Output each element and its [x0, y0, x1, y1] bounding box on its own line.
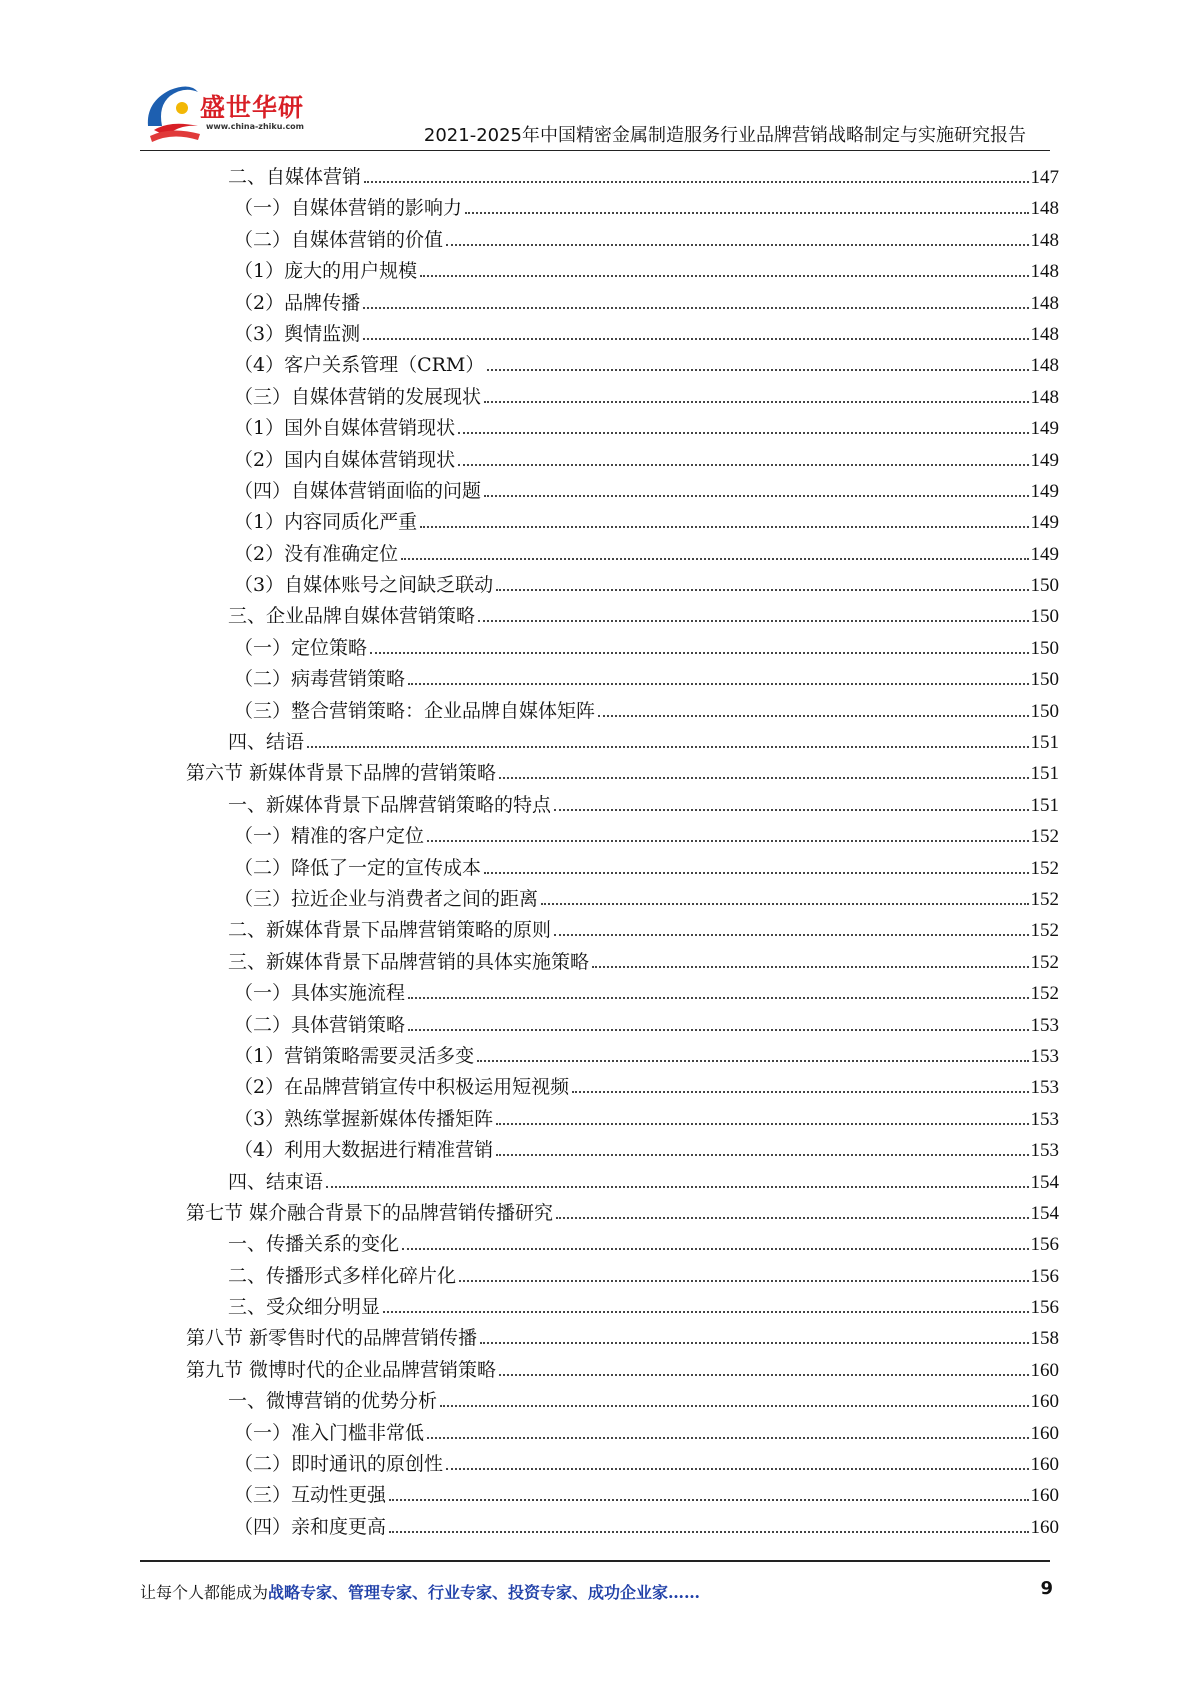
- toc-leader-dots: [446, 1468, 1028, 1470]
- toc-entry[interactable]: [186, 758, 1059, 789]
- toc-entry[interactable]: [186, 1167, 1059, 1198]
- toc-entry[interactable]: [186, 727, 1059, 758]
- toc-entry-label: （2）在品牌营销宣传中积极运用短视频: [234, 1076, 570, 1099]
- toc-entry-label: 三、企业品牌自媒体营销策略: [228, 605, 476, 628]
- toc-leader-dots: [427, 1437, 1028, 1439]
- toc-leader-dots: [477, 1060, 1028, 1062]
- toc-entry-label: （3）熟练掌握新媒体传播矩阵: [234, 1107, 494, 1130]
- toc-leader-dots: [480, 1342, 1028, 1344]
- toc-entry-label: （四）亲和度更高: [234, 1515, 387, 1538]
- toc-entry-label: 二、新媒体背景下品牌营销策略的原则: [228, 919, 552, 942]
- toc-leader-dots: [326, 1186, 1028, 1188]
- toc-entry-page: 148: [1030, 386, 1059, 408]
- toc-leader-dots: [383, 1311, 1028, 1313]
- toc-leader-dots: [307, 746, 1028, 748]
- toc-entry[interactable]: [186, 1386, 1059, 1417]
- toc-entry-page: 150: [1030, 575, 1059, 597]
- toc-entry-label: 三、受众细分明显: [228, 1296, 381, 1319]
- toc-entry[interactable]: [186, 696, 1059, 727]
- toc-entry[interactable]: [186, 382, 1059, 413]
- toc-entry-page: 147: [1030, 167, 1059, 188]
- toc-entry[interactable]: [186, 1261, 1059, 1292]
- toc-entry[interactable]: [186, 664, 1059, 695]
- brand-logo: [140, 78, 330, 148]
- toc-entry[interactable]: [186, 1355, 1059, 1386]
- toc-entry-page: 151: [1030, 794, 1059, 816]
- brand-name: 盛世华研: [200, 93, 305, 122]
- toc-entry-page: 150: [1030, 700, 1059, 722]
- toc-entry[interactable]: [186, 288, 1059, 319]
- toc-entry[interactable]: [186, 350, 1059, 381]
- toc-entry-page: 153: [1030, 1077, 1059, 1099]
- toc-entry-page: 154: [1030, 1171, 1059, 1193]
- toc-leader-dots: [465, 212, 1028, 214]
- toc-leader-dots: [556, 1217, 1028, 1219]
- toc-entry-page: 154: [1030, 1202, 1059, 1224]
- footer-divider: [140, 1560, 1050, 1562]
- toc-entry-label: （3）自媒体账号之间缺乏联动: [234, 574, 494, 597]
- toc-entry[interactable]: [186, 319, 1059, 350]
- footer-slogan-prefix: 让每个人都能成为: [140, 1583, 269, 1602]
- toc-entry-label: （1）内容同质化严重: [234, 511, 418, 534]
- toc-entry[interactable]: [186, 853, 1059, 884]
- toc-entry-label: 三、新媒体背景下品牌营销的具体实施策略: [228, 950, 590, 973]
- logo-emblem-icon: [140, 82, 202, 144]
- toc-leader-dots: [408, 683, 1028, 685]
- toc-entry-page: 156: [1030, 1297, 1059, 1319]
- toc-entry-page: 148: [1030, 292, 1059, 314]
- toc-entry-page: 153: [1030, 1045, 1059, 1067]
- toc-leader-dots: [496, 1154, 1028, 1156]
- toc-leader-dots: [389, 1499, 1028, 1501]
- toc-entry[interactable]: [186, 539, 1059, 570]
- toc-leader-dots: [478, 620, 1028, 622]
- toc-entry-page: 148: [1030, 323, 1059, 345]
- toc-entry-page: 151: [1030, 732, 1059, 754]
- toc-entry-label: （一）准入门槛非常低: [234, 1421, 425, 1444]
- toc-leader-dots: [446, 244, 1028, 246]
- toc-entry-label: 第八节 新零售时代的品牌营销传播: [186, 1327, 478, 1350]
- toc-entry-label: 一、新媒体背景下品牌营销策略的特点: [228, 793, 552, 816]
- toc-entry-page: 149: [1030, 512, 1059, 534]
- toc-entry-page: 152: [1030, 983, 1059, 1005]
- toc-leader-dots: [408, 1029, 1028, 1031]
- toc-entry[interactable]: [186, 162, 1059, 193]
- toc-entry-label: 四、结语: [228, 731, 305, 754]
- toc-entry-page: 150: [1030, 637, 1059, 659]
- toc-entry[interactable]: [186, 225, 1059, 256]
- toc-entry[interactable]: [186, 633, 1059, 664]
- toc-entry-label: （二）降低了一定的宣传成本: [234, 856, 482, 879]
- toc-entry-page: 148: [1030, 261, 1059, 283]
- toc-entry-label: （一）自媒体营销的影响力: [234, 197, 463, 220]
- toc-leader-dots: [496, 589, 1028, 591]
- toc-entry[interactable]: [186, 1512, 1059, 1543]
- toc-entry-page: 158: [1030, 1328, 1059, 1350]
- toc-entry[interactable]: [186, 947, 1059, 978]
- toc-leader-dots: [389, 1531, 1028, 1533]
- toc-entry-page: 153: [1030, 1140, 1059, 1162]
- toc-entry-label: （三）整合营销策略：企业品牌自媒体矩阵: [234, 699, 596, 722]
- toc-entry-page: 160: [1030, 1359, 1059, 1381]
- footer-slogan-highlight: 战略专家、管理专家、行业专家、投资专家、成功企业家……: [268, 1583, 701, 1602]
- brand-url: www.china-zhiku.com: [206, 122, 305, 131]
- toc-entry-label: 四、结束语: [228, 1170, 324, 1193]
- toc-leader-dots: [364, 181, 1028, 183]
- toc-entry-page: 152: [1030, 857, 1059, 879]
- toc-entry-label: 二、自媒体营销: [228, 166, 362, 188]
- toc-entry-page: 160: [1030, 1391, 1059, 1413]
- toc-entry-label: 一、传播关系的变化: [228, 1233, 400, 1256]
- toc-entry[interactable]: [186, 507, 1059, 538]
- toc-entry[interactable]: [186, 1480, 1059, 1511]
- toc-entry-label: （1）庞大的用户规模: [234, 260, 418, 283]
- toc-entry-label: （一）定位策略: [234, 636, 368, 659]
- toc-entry[interactable]: [186, 193, 1059, 224]
- toc-entry[interactable]: [186, 1198, 1059, 1229]
- toc-entry-label: （二）即时通讯的原创性: [234, 1453, 444, 1476]
- report-title: 2021-2025年中国精密金属制造服务行业品牌营销战略制定与实施研究报告: [423, 125, 1026, 146]
- toc-entry-label: 一、微博营销的优势分析: [228, 1390, 438, 1413]
- toc-leader-dots: [420, 526, 1028, 528]
- toc-entry[interactable]: [186, 1449, 1059, 1480]
- toc-entry-label: （一）具体实施流程: [234, 982, 406, 1005]
- toc-entry-label: （二）自媒体营销的价值: [234, 228, 444, 251]
- toc-leader-dots: [499, 1374, 1028, 1376]
- toc-entry-page: 152: [1030, 951, 1059, 973]
- footer-slogan: [140, 1580, 700, 1603]
- toc-entry[interactable]: [186, 256, 1059, 287]
- toc-entry[interactable]: [186, 1229, 1059, 1260]
- toc-entry-label: 第六节 新媒体背景下品牌的营销策略: [186, 762, 497, 785]
- toc-entry[interactable]: [186, 884, 1059, 915]
- toc-entry-page: 149: [1030, 543, 1059, 565]
- toc-leader-dots: [427, 840, 1028, 842]
- toc-leader-dots: [496, 1123, 1028, 1125]
- toc-entry[interactable]: [186, 601, 1059, 632]
- toc-entry[interactable]: [186, 413, 1059, 444]
- toc-entry[interactable]: [186, 978, 1059, 1009]
- toc-entry-page: 148: [1030, 229, 1059, 251]
- toc-entry-page: 160: [1030, 1422, 1059, 1444]
- toc-entry-page: 151: [1030, 763, 1059, 785]
- toc-entry-page: 160: [1030, 1516, 1059, 1538]
- toc-entry-label: （1）国外自媒体营销现状: [234, 417, 456, 440]
- toc-entry[interactable]: [186, 1041, 1059, 1072]
- toc-entry[interactable]: [186, 1135, 1059, 1166]
- toc-entry-page: 150: [1030, 669, 1059, 691]
- toc-leader-dots: [459, 1280, 1028, 1282]
- toc-leader-dots: [484, 495, 1028, 497]
- toc-leader-dots: [499, 777, 1028, 779]
- toc-entry-page: 156: [1030, 1234, 1059, 1256]
- toc-entry-page: 149: [1030, 480, 1059, 502]
- toc-entry[interactable]: [186, 821, 1059, 852]
- toc-leader-dots: [487, 369, 1028, 371]
- toc-entry-label: （2）国内自媒体营销现状: [234, 448, 456, 471]
- toc-entry[interactable]: [186, 790, 1059, 821]
- toc-entry-label: （3）舆情监测: [234, 322, 361, 345]
- toc-leader-dots: [408, 997, 1028, 999]
- toc-entry-label: （4）客户关系管理（CRM）: [234, 354, 485, 377]
- toc-entry-label: （三）互动性更强: [234, 1484, 387, 1507]
- toc-entry-label: （二）具体营销策略: [234, 1013, 406, 1036]
- toc-entry-label: （4）利用大数据进行精准营销: [234, 1139, 494, 1162]
- toc-leader-dots: [484, 872, 1028, 874]
- toc-entry[interactable]: [186, 1104, 1059, 1135]
- toc-entry-page: 148: [1030, 355, 1059, 377]
- toc-entry-label: （1）营销策略需要灵活多变: [234, 1044, 475, 1067]
- toc-leader-dots: [458, 432, 1028, 434]
- toc-entry[interactable]: [186, 1072, 1059, 1103]
- toc-leader-dots: [440, 1405, 1028, 1407]
- page-number: 9: [1040, 1578, 1053, 1599]
- toc-entry[interactable]: [186, 1292, 1059, 1323]
- toc-entry[interactable]: [186, 476, 1059, 507]
- toc-entry-label: （四）自媒体营销面临的问题: [234, 479, 482, 502]
- header-divider: [140, 150, 1050, 151]
- toc-leader-dots: [420, 275, 1028, 277]
- toc-entry-label: （2）没有准确定位: [234, 542, 399, 565]
- toc-leader-dots: [370, 652, 1028, 654]
- toc-leader-dots: [572, 1091, 1028, 1093]
- toc-entry-page: 152: [1030, 826, 1059, 848]
- toc-entry-label: 第七节 媒介融合背景下的品牌营销传播研究: [186, 1201, 554, 1224]
- toc-entry[interactable]: [186, 1323, 1059, 1354]
- toc-entry[interactable]: [186, 570, 1059, 601]
- toc-entry[interactable]: [186, 1418, 1059, 1449]
- toc-entry-label: （2）品牌传播: [234, 291, 361, 314]
- toc-entry-page: 156: [1030, 1265, 1059, 1287]
- toc-entry-page: 152: [1030, 920, 1059, 942]
- toc-entry-page: 150: [1030, 606, 1059, 628]
- toc-entry-label: （一）精准的客户定位: [234, 825, 425, 848]
- toc-leader-dots: [484, 401, 1028, 403]
- toc-leader-dots: [363, 338, 1028, 340]
- toc-entry-page: 149: [1030, 418, 1059, 440]
- toc-entry-page: 153: [1030, 1014, 1059, 1036]
- toc-entry-label: （二）病毒营销策略: [234, 668, 406, 691]
- toc-leader-dots: [554, 809, 1028, 811]
- toc-entry[interactable]: [186, 1010, 1059, 1041]
- toc-entry-page: 160: [1030, 1485, 1059, 1507]
- toc-leader-dots: [363, 307, 1028, 309]
- toc-leader-dots: [598, 715, 1028, 717]
- toc-entry-page: 152: [1030, 888, 1059, 910]
- toc-leader-dots: [592, 966, 1028, 968]
- toc-leader-dots: [541, 903, 1028, 905]
- toc-entry[interactable]: [186, 915, 1059, 946]
- toc-entry[interactable]: [186, 445, 1059, 476]
- toc-leader-dots: [554, 934, 1028, 936]
- toc-entry-label: （三）自媒体营销的发展现状: [234, 385, 482, 408]
- toc-entry-page: 160: [1030, 1454, 1059, 1476]
- toc-entry-label: 二、传播形式多样化碎片化: [228, 1264, 457, 1287]
- toc-leader-dots: [401, 558, 1028, 560]
- toc-leader-dots: [458, 464, 1028, 466]
- toc-entry-label: （三）拉近企业与消费者之间的距离: [234, 887, 539, 910]
- toc-entry-page: 153: [1030, 1108, 1059, 1130]
- toc-entry-page: 149: [1030, 449, 1059, 471]
- table-of-contents: [186, 162, 1059, 1543]
- toc-entry-page: 148: [1030, 198, 1059, 220]
- toc-leader-dots: [402, 1248, 1028, 1250]
- toc-entry-label: 第九节 微博时代的企业品牌营销策略: [186, 1358, 497, 1381]
